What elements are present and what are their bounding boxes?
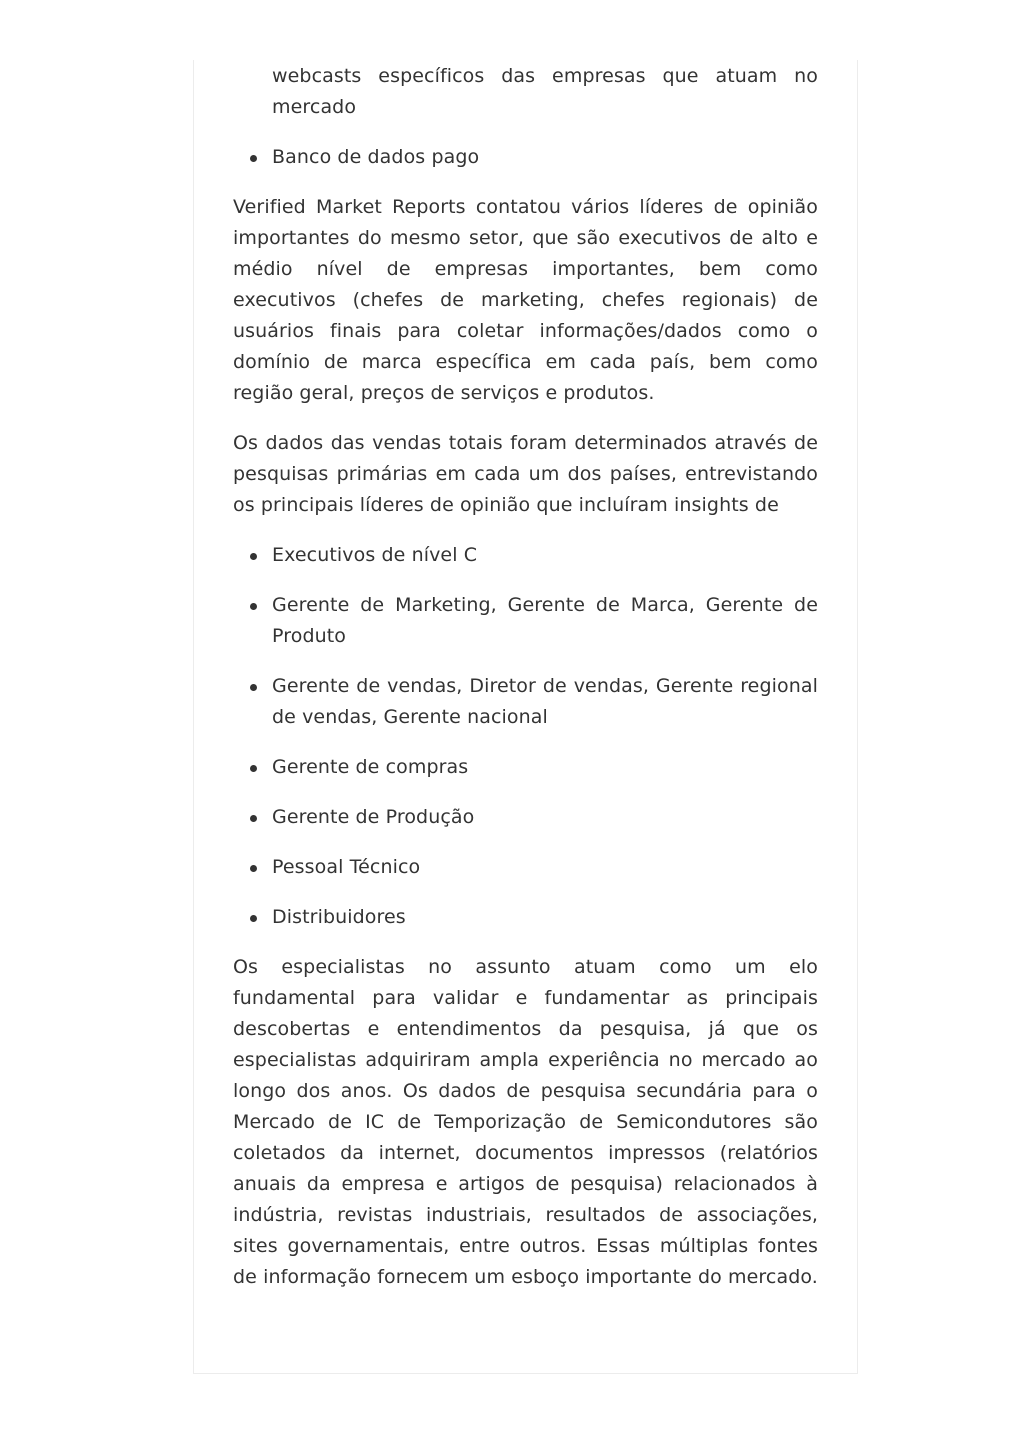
list-item: Gerente de compras (233, 752, 818, 783)
list-item: Gerente de Marketing, Gerente de Marca, Gerente de Produto (233, 590, 818, 652)
paragraph-subject-experts: Os especialistas no assunto atuam como um elo fundamental para validar e fundamentar as principais descobertas e entendimentos da pesquisa, já que os especialistas adquiriram ampla experiência no mercado ao longo dos anos. Os dados de pesquisa secundária para o Mercado de IC de Temporização de Semicondutores são coletados da internet, documentos impressos (relatórios anuais da empresa e artigos de pesquisa) relacionados à indústria, revistas industriais, resultados de associações, sites governamentais, entre outros. Essas múltiplas fontes de informação fornecem um esboço importante do mercado. (233, 956, 818, 1288)
list-item: Gerente de Produção (233, 802, 818, 833)
sources-list (233, 61, 818, 173)
list-item: Distribuidores (233, 902, 818, 933)
list-item: Pessoal Técnico (233, 852, 818, 883)
list-item: Banco de dados pago (233, 142, 818, 173)
interviewees-list (233, 540, 818, 933)
paragraph-total-sales: Os dados das vendas totais foram determinados através de pesquisas primárias em cada um dos países, entrevistando os principais líderes de opinião que incluíram insights de (233, 432, 818, 516)
article-body (233, 61, 818, 1312)
list-item: webcasts específicos das empresas que atuam no mercado (272, 65, 818, 118)
list-item: Gerente de vendas, Diretor de vendas, Gerente regional de vendas, Gerente nacional (233, 671, 818, 733)
paragraph-key-opinion-leaders: Verified Market Reports contatou vários líderes de opinião importantes do mesmo setor, que são executivos de alto e médio nível de empresas importantes, bem como executivos (chefes de marketing, chefes regionais) de usuários finais para coletar informações/dados como o domínio de marca específica em cada país, bem como região geral, preços de serviços e produtos. (233, 196, 818, 404)
list-item: Executivos de nível C (233, 540, 818, 571)
